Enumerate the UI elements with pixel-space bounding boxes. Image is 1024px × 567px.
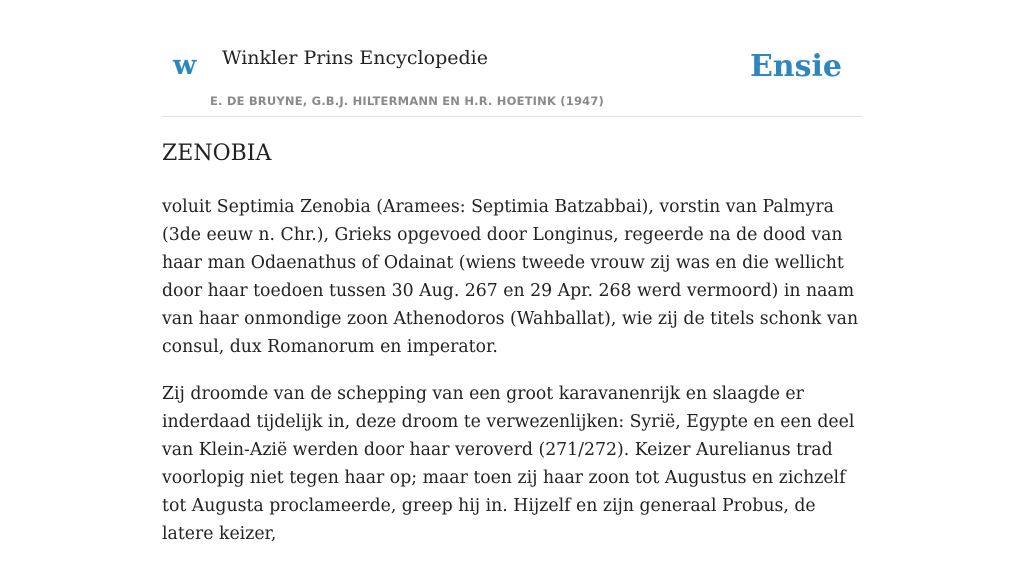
byline: E. DE BRUYNE, G.B.J. HILTERMANN EN H.R. HOETINK (1947): [210, 94, 605, 108]
site-header: [162, 0, 862, 117]
logo-w-icon[interactable]: w: [173, 50, 197, 81]
article-paragraph-1: voluit Septimia Zenobia (Aramees: Septimia Batzabbai), vorstin van Palmyra (3de eeuw n. Chr.), Grieks opgevoed door Longinus, regeerde na de dood van haar man Odaenathus of Odainat (wiens tweede vrouw zij was en die wellicht door haar toedoen tussen 30 Aug. 267 en 29 Apr. 268 werd vermoord) in naam van haar onmondige zoon Athenodoros (Wahballat), wie zij de titels schonk van consul, dux Romanorum en imperator.: [162, 197, 859, 357]
article: [162, 138, 864, 567]
site-title-link[interactable]: Winkler Prins Encyclopedie: [222, 47, 488, 69]
ensie-logo-link[interactable]: Ensie: [749, 49, 842, 84]
article-title: ZENOBIA: [162, 141, 272, 166]
article-paragraph-2: Zij droomde van de schepping van een groot karavanenrijk en slaagde er inderdaad tijdelijk in, deze droom te verwezenlijken: Syrië, Egypte en een deel van Klein-Azië werden door haar veroverd (271/272). Keizer Aurelianus trad voorlopig niet tegen haar op; maar toen zij haar zoon tot Augustus en zichzelf tot Augusta proclameerde, greep hij in. Hijzelf en zijn generaal Probus, de latere keizer,: [162, 384, 855, 544]
